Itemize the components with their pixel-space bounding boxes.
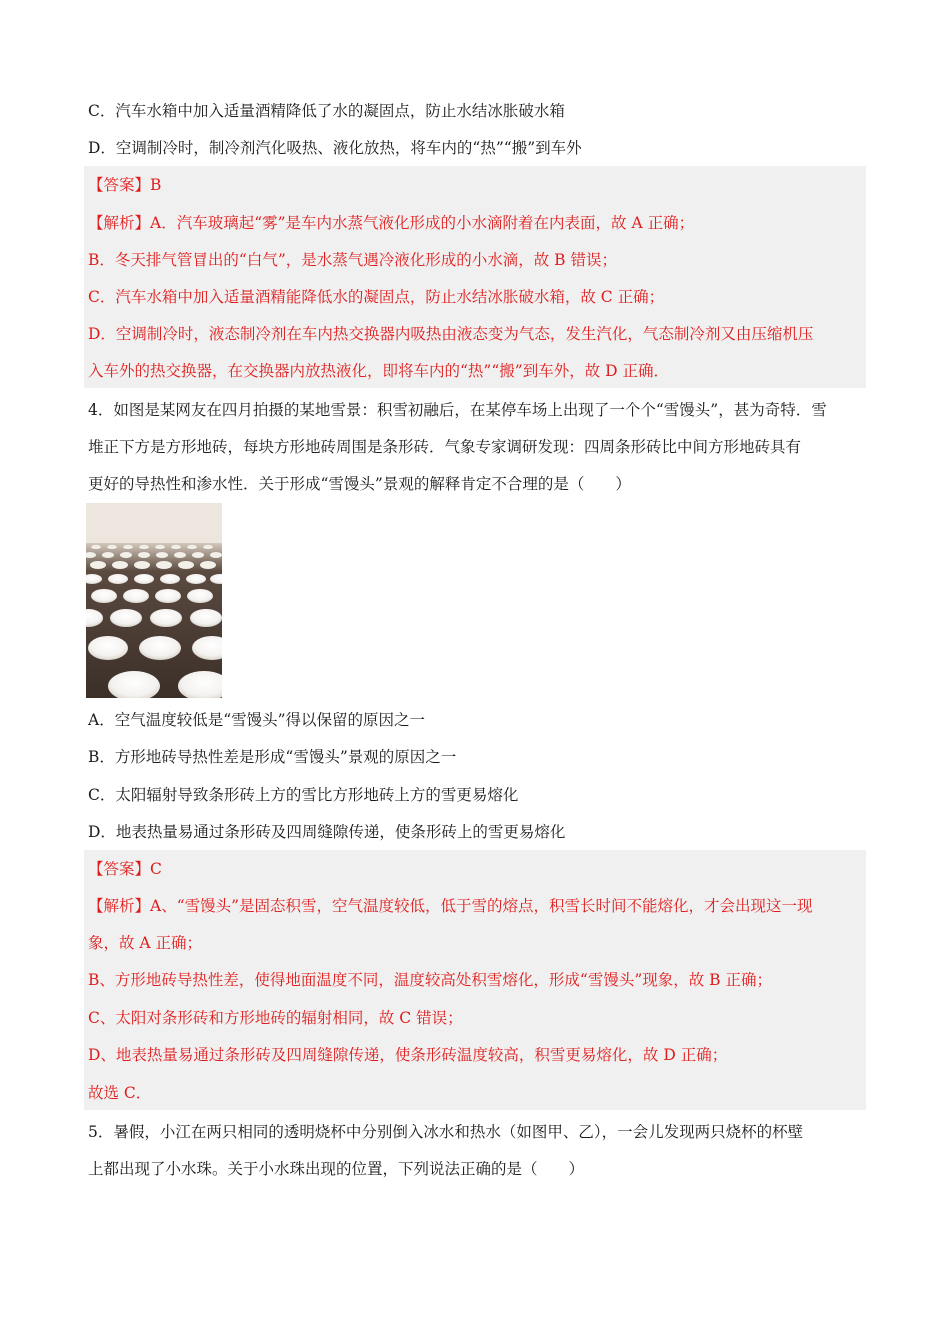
q4-analysis-line-2: 象，故 A 正确；: [88, 934, 203, 952]
q4-option-b: B．方形地砖导热性差是形成“雪馒头”景观的原因之一: [88, 748, 457, 766]
q4-analysis-line-6: 故选 C．: [88, 1084, 152, 1102]
q4-stem-line-3: 更好的导热性和渗水性．关于形成“雪馒头”景观的解释肯定不合理的是（ ）: [88, 475, 631, 493]
q3-option-d: D．空调制冷时，制冷剂汽化吸热、液化放热，将车内的“热”“搬”到车外: [88, 139, 582, 157]
q4-analysis-text-1: A、“雪馒头”是固态积雪，空气温度较低，低于雪的熔点，积雪长时间不能熔化，才会出现这一现: [150, 897, 813, 915]
snow-mound-illustration: [86, 503, 222, 698]
q3-analysis-label: 【解析】: [88, 214, 151, 232]
q3-analysis-line-4: D．空调制冷时，液态制冷剂在车内热交换器内吸热由液态变为气态，发生汽化，气态制冷剂又由压缩机压: [88, 325, 814, 343]
q3-answer-box: [84, 166, 866, 388]
q4-analysis-label: 【解析】: [88, 897, 151, 915]
q4-stem-line-1: 4．如图是某网友在四月拍摄的某地雪景：积雪初融后，在某停车场上出现了一个个“雪馒头”，甚为奇特．雪: [88, 401, 827, 419]
q3-analysis-line-5: 入车外的热交换器，在交换器内放热液化，即将车内的“热”“搬”到车外，故 D 正确．: [88, 362, 669, 380]
q4-option-d: D．地表热量易通过条形砖及四周缝隙传递，使条形砖上的雪更易熔化: [88, 823, 566, 841]
q4-stem-line-2: 堆正下方是方形地砖，每块方形地砖周围是条形砖．气象专家调研发现：四周条形砖比中间方形地砖具有: [88, 438, 802, 456]
q4-option-a: A．空气温度较低是“雪馒头”得以保留的原因之一: [88, 711, 426, 729]
q4-analysis-line-3: B、方形地砖导热性差，使得地面温度不同，温度较高处积雪熔化，形成“雪馒头”现象，故 B 正确；: [88, 971, 772, 989]
q4-analysis-line-4: C、太阳对条形砖和方形地砖的辐射相同，故 C 错误；: [88, 1009, 463, 1027]
q4-option-c: C．太阳辐射导致条形砖上方的雪比方形地砖上方的雪更易熔化: [88, 786, 519, 804]
q4-answer: 【答案】C: [88, 860, 162, 878]
q3-analysis-text-1: A．汽车玻璃起“雾”是车内水蒸气液化形成的小水滴附着在内表面，故 A 正确；: [150, 214, 695, 232]
q3-analysis-line-3: C．汽车水箱中加入适量酒精能降低水的凝固点，防止水结冰胀破水箱，故 C 正确；: [88, 288, 665, 306]
q3-analysis-line-2: B．冬天排气管冒出的“白气”，是水蒸气遇冷液化形成的小水滴，故 B 错误；: [88, 251, 617, 269]
q4-analysis-line-5: D、地表热量易通过条形砖及四周缝隙传递，使条形砖温度较高，积雪更易熔化，故 D 正确；: [88, 1046, 728, 1064]
q4-analysis-line-1: [88, 896, 813, 916]
q3-analysis-line-1: [88, 213, 694, 233]
q3-option-c: C．汽车水箱中加入适量酒精降低了水的凝固点，防止水结冰胀破水箱: [88, 102, 565, 120]
snow-mound-photo: [86, 503, 222, 698]
q5-stem-line-2: 上都出现了小水珠。关于小水珠出现的位置，下列说法正确的是（ ）: [88, 1160, 585, 1178]
q5-stem-line-1: 5．暑假，小江在两只相同的透明烧杯中分别倒入冰水和热水（如图甲、乙），一会儿发现两只烧杯的杯壁: [88, 1123, 804, 1141]
q3-answer: 【答案】B: [88, 176, 162, 194]
